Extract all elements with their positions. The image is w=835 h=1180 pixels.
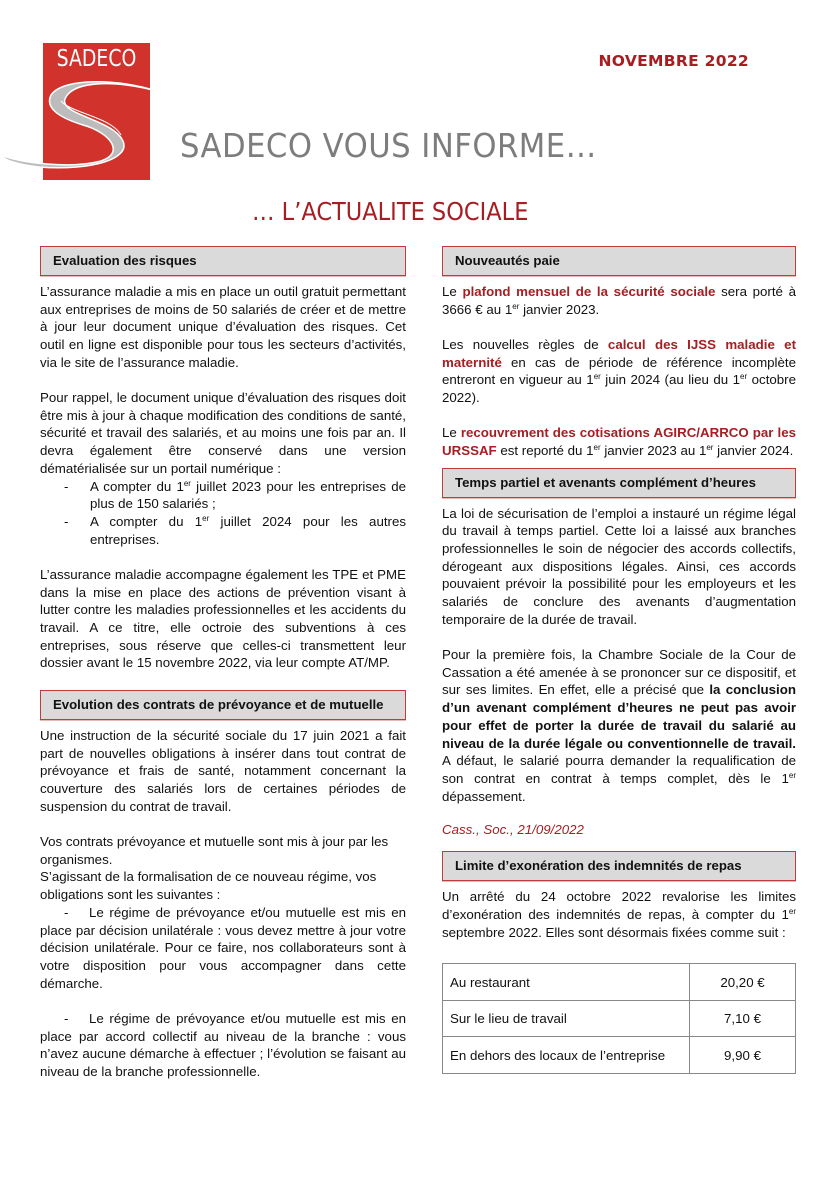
evaluation-paragraph-2: Pour rappel, le document unique d’évaluation des risques doit être mis à jour à chaque modification des conditions de santé, sécurité et travail des salariés, et au moins une fois par an. Il devra également être conservé dans une version dématérialisée sur un portail numérique : xyxy=(40,390,406,476)
highlight-text: plafond mensuel de la sécurité sociale xyxy=(462,284,716,299)
section-heading-repas: Limite d’exonération des indemnités de repas xyxy=(442,851,796,881)
list-item: - A compter du 1er juillet 2023 pour les entreprises de plus de 150 salariés ; xyxy=(40,478,406,513)
list-item: - A compter du 1er juillet 2024 pour les autres entreprises. xyxy=(40,513,406,548)
paie-paragraph-1: Le plafond mensuel de la sécurité sociale sera porté à 3666 € au 1er janvier 2023. xyxy=(442,284,796,317)
table-cell-value: 20,20 € xyxy=(690,964,796,1001)
main-title: SADECO VOUS INFORME… xyxy=(180,126,597,165)
left-column xyxy=(40,246,406,1081)
table-row xyxy=(443,1000,796,1037)
table-cell-label: En dehors des locaux de l’entreprise xyxy=(443,1037,690,1074)
paie-paragraph-3: Le recouvrement des cotisations AGIRC/ARRCO par les URSSAF est reporté du 1er janvier 2023 au 1er janvier 2024. xyxy=(442,425,796,458)
prevoyance-paragraph-1: Une instruction de la sécurité sociale du 17 juin 2021 a fait part de nouvelles obligations à insérer dans tout contrat de prévoyance et frais de santé, notamment concernant la couverture des salariés lors de certaines périodes de suspension du contrat de travail. xyxy=(40,728,406,814)
table-row xyxy=(443,1037,796,1074)
repas-paragraph-1: Un arrêté du 24 octobre 2022 revalorise les limites d’exonération des indemnités de repas, à compter du 1er septembre 2022. Elles sont désormais fixées comme suit : xyxy=(442,889,796,940)
issue-date: NOVEMBRE 2022 xyxy=(598,52,749,70)
section-heading-prevoyance: Evolution des contrats de prévoyance et de mutuelle xyxy=(40,690,406,720)
sub-title: … L’ACTUALITE SOCIALE xyxy=(252,197,529,226)
section-heading-temps-partiel: Temps partiel et avenants complément d’heures xyxy=(442,468,796,498)
table-cell-value: 9,90 € xyxy=(690,1037,796,1074)
case-citation: Cass., Soc., 21/09/2022 xyxy=(442,822,584,838)
meal-allowance-table xyxy=(442,963,796,1074)
paie-paragraph-2: Les nouvelles règles de calcul des IJSS maladie et maternité en cas de période de référence incomplète entreront en vigueur au 1er juin 2024 (au lieu du 1er octobre 2022). xyxy=(442,336,796,406)
section-heading-evaluation: Evaluation des risques xyxy=(40,246,406,276)
right-column xyxy=(442,246,796,1074)
logo-swoosh-icon xyxy=(1,43,191,180)
table-cell-label: Au restaurant xyxy=(443,964,690,1001)
logo-text: SADECO xyxy=(56,46,137,72)
temps-partiel-paragraph-2: Pour la première fois, la Chambre Sociale de la Cour de Cassation a été amenée à se prononcer sur ce dispositif, et sur ses limites. En effet, elle a précisé que la conclusion d’un avenant complément d’heures ne peut pas avoir pour effet de porter la durée de travail du salarié au niveau de la durée légale ou conventionnelle de travail. A défaut, le salarié pourra demander la requalification de son contrat en contrat à temps complet, dès le 1er dépassement. xyxy=(442,647,796,804)
temps-partiel-paragraph-1: La loi de sécurisation de l’emploi a instauré un régime légal du travail à temps partiel. Cette loi a laissé aux branches professionnelles le soin de négocier des accords collectifs, dérogeant aux dispositions légales. Ainsi, ces accords pouvaient prévoir la possibilité pour les employeurs et les salariés de conclure des avenants d’augmentation temporaire de la durée de travail. xyxy=(442,505,796,627)
evaluation-paragraph-3: L’assurance maladie accompagne également les TPE et PME dans la mise en place des actions de prévention visant à lutter contre les maladies professionnelles et les accidents du travail. A ce titre, elle octroie des subventions à ces entreprises, sous réserve que celles-ci transmettent leur dossier avant le 15 novembre 2022, via leur compte AT/MP. xyxy=(40,566,406,671)
table-cell-value: 7,10 € xyxy=(690,1000,796,1037)
sadeco-logo xyxy=(43,43,150,180)
table-row xyxy=(443,964,796,1001)
highlight-text: calcul des IJSS maladie et maternité xyxy=(442,336,796,370)
prevoyance-paragraph-2b: S’agissant de la formalisation de ce nouveau régime, vos obligations sont les suivantes : xyxy=(40,869,377,903)
evaluation-paragraph-1: L’assurance maladie a mis en place un outil gratuit permettant aux entreprises de moins de 50 salariés de créer et de mettre à jour leur document unique d’évaluation des risques. Cet outil en ligne est disponible pour tous les secteurs d’activités, via le site de l’assurance maladie. xyxy=(40,284,406,370)
highlight-text: recouvrement des cotisations AGIRC/ARRCO par les URSSAF xyxy=(442,425,796,458)
section-heading-paie: Nouveautés paie xyxy=(442,246,796,276)
prevoyance-paragraph-2a: Vos contrats prévoyance et mutuelle sont mis à jour par les organismes. xyxy=(40,834,389,867)
prevoyance-item-1: - Le régime de prévoyance et/ou mutuelle est mis en place par décision unilatérale : vous devez mettre à jour votre décision unilatérale. Pour ce faire, nos collaborateurs sont à votre disposition pour vous accompagner dans cette démarche. xyxy=(40,904,406,991)
table-cell-label: Sur le lieu de travail xyxy=(443,1000,690,1037)
prevoyance-item-2: - Le régime de prévoyance et/ou mutuelle est mis en place par accord collectif au niveau de la branche : vous n’avez aucune démarche à effectuer ; l’évolution se faisant au niveau de la branche professionnelle. xyxy=(40,1010,406,1080)
evaluation-deadlines-list xyxy=(40,478,406,549)
